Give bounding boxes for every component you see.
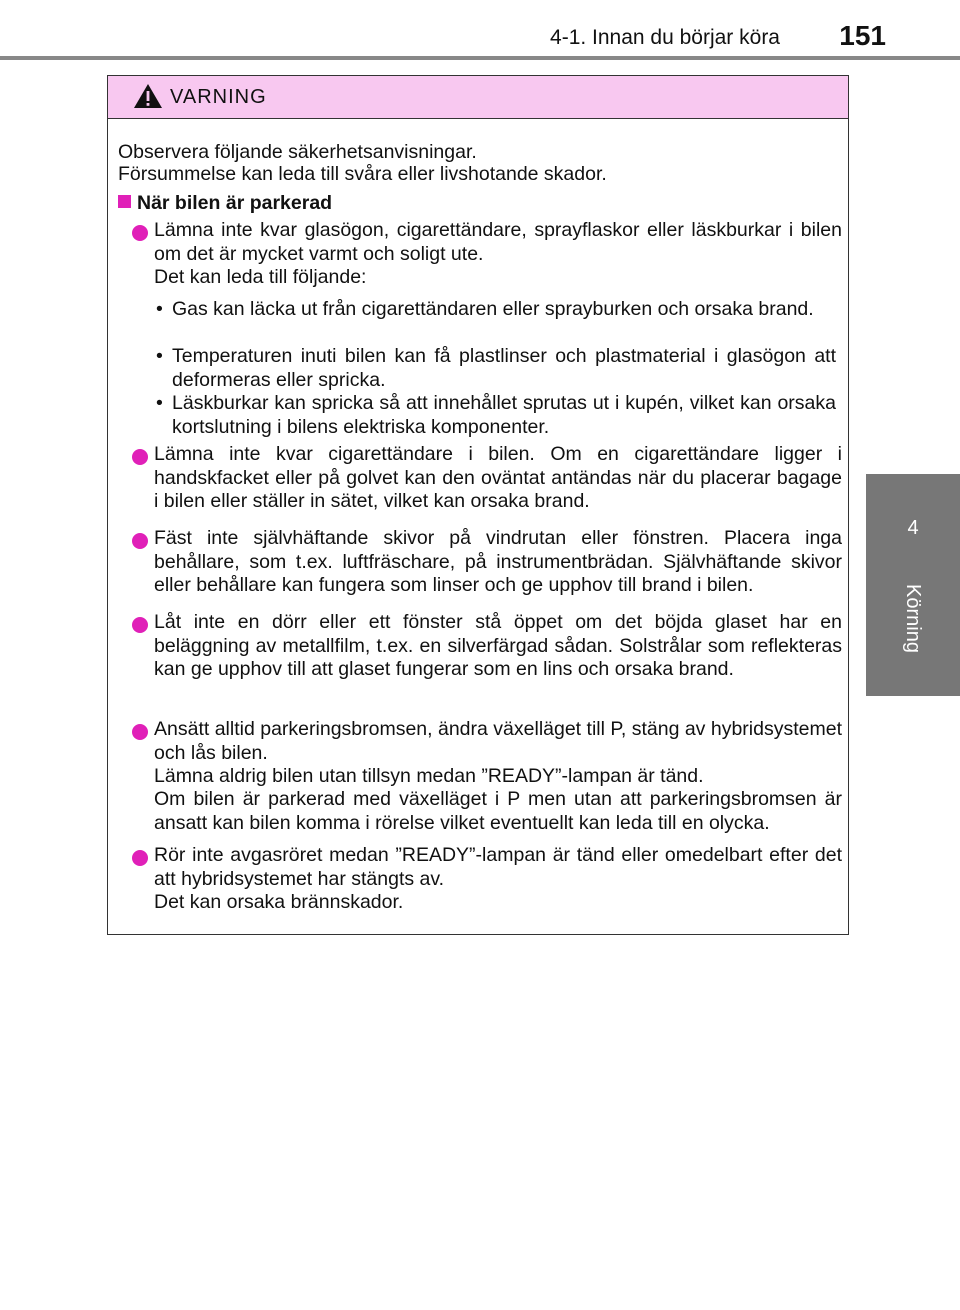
warning-header (108, 76, 848, 119)
intro-line: Försummelse kan leda till svåra eller livshotande skador. (118, 163, 607, 185)
circle-bullet-icon (132, 850, 148, 866)
page-number: 151 (839, 20, 886, 51)
square-bullet-icon (118, 195, 131, 208)
circle-bullet-icon (132, 449, 148, 465)
chapter-label: Körning (902, 584, 924, 653)
warning-title: VARNING (170, 86, 267, 108)
chapter-tab (866, 474, 960, 696)
list-item-note: Om bilen är parkerad med växelläget i P men utan att parkeringsbromsen är ansatt kan bilen komma i rörelse vilket eventuellt kan leda till en olycka. (154, 788, 842, 834)
section-title: 4-1. Innan du börjar köra (550, 26, 780, 49)
chapter-number: 4 (907, 517, 919, 539)
bullet-icon: • (156, 392, 163, 414)
list-item-note: Det kan leda till följande: (154, 266, 367, 288)
intro-line: Observera följande säkerhetsanvisningar. (118, 141, 477, 163)
warning-icon (133, 83, 163, 109)
circle-bullet-icon (132, 724, 148, 740)
list-item: Lämna inte kvar cigarettändare i bilen. Om en cigarettändare ligger i handskfacket eller på golvet kan den oväntat antändas när du placerar bagage i bilen eller ställer in sätet, vilket kan orsaka brand. (154, 443, 842, 512)
sub-item: Temperaturen inuti bilen kan få plastlinser och plastmaterial i glasögon att deformeras eller spricka. (172, 345, 836, 391)
sub-item: Gas kan läcka ut från cigarettändaren eller sprayburken och orsaka brand. (172, 298, 814, 320)
header-rule (0, 56, 960, 60)
list-item-note: Lämna aldrig bilen utan tillsyn medan ”READY”-lampan är tänd. (154, 765, 704, 787)
section-heading (118, 192, 332, 216)
circle-bullet-icon (132, 533, 148, 549)
list-item: Rör inte avgasröret medan ”READY”-lampan är tänd eller omedelbart efter det att hybridsystemet har stängts av. (154, 844, 842, 890)
bullet-icon: • (156, 345, 163, 367)
heading-text: När bilen är parkerad (137, 192, 333, 214)
list-item-note: Det kan orsaka brännskador. (154, 891, 404, 913)
list-item: Fäst inte självhäftande skivor på vindrutan eller fönstren. Placera inga behållare, som t.ex. luftfräschare, på instrumentbrädan. Självhäftande skivor eller behållare kan fungera som linser och ge upphov till brand i bilen. (154, 527, 842, 596)
sub-item: Läskburkar kan spricka så att innehållet sprutas ut i kupén, vilket kan orsaka kortslutning i bilens elektriska komponenter. (172, 392, 836, 438)
list-item: Låt inte en dörr eller ett fönster stå öppet om det böjda glaset har en beläggning av metallfilm, t.ex. en silverfärgad sådan. Solstrålar som reflekteras kan ge upphov till att glaset fungerar som en lins och orsaka brand. (154, 611, 842, 680)
bullet-icon: • (156, 298, 163, 320)
circle-bullet-icon (132, 617, 148, 633)
list-item: Ansätt alltid parkeringsbromsen, ändra växelläget till P, stäng av hybridsystemet och lås bilen. (154, 718, 842, 764)
list-item: Lämna inte kvar glasögon, cigarettändare, sprayflaskor eller läskburkar i bilen om det är mycket varmt och soligt ute. (154, 219, 842, 265)
warning-box (107, 75, 849, 935)
circle-bullet-icon (132, 225, 148, 241)
